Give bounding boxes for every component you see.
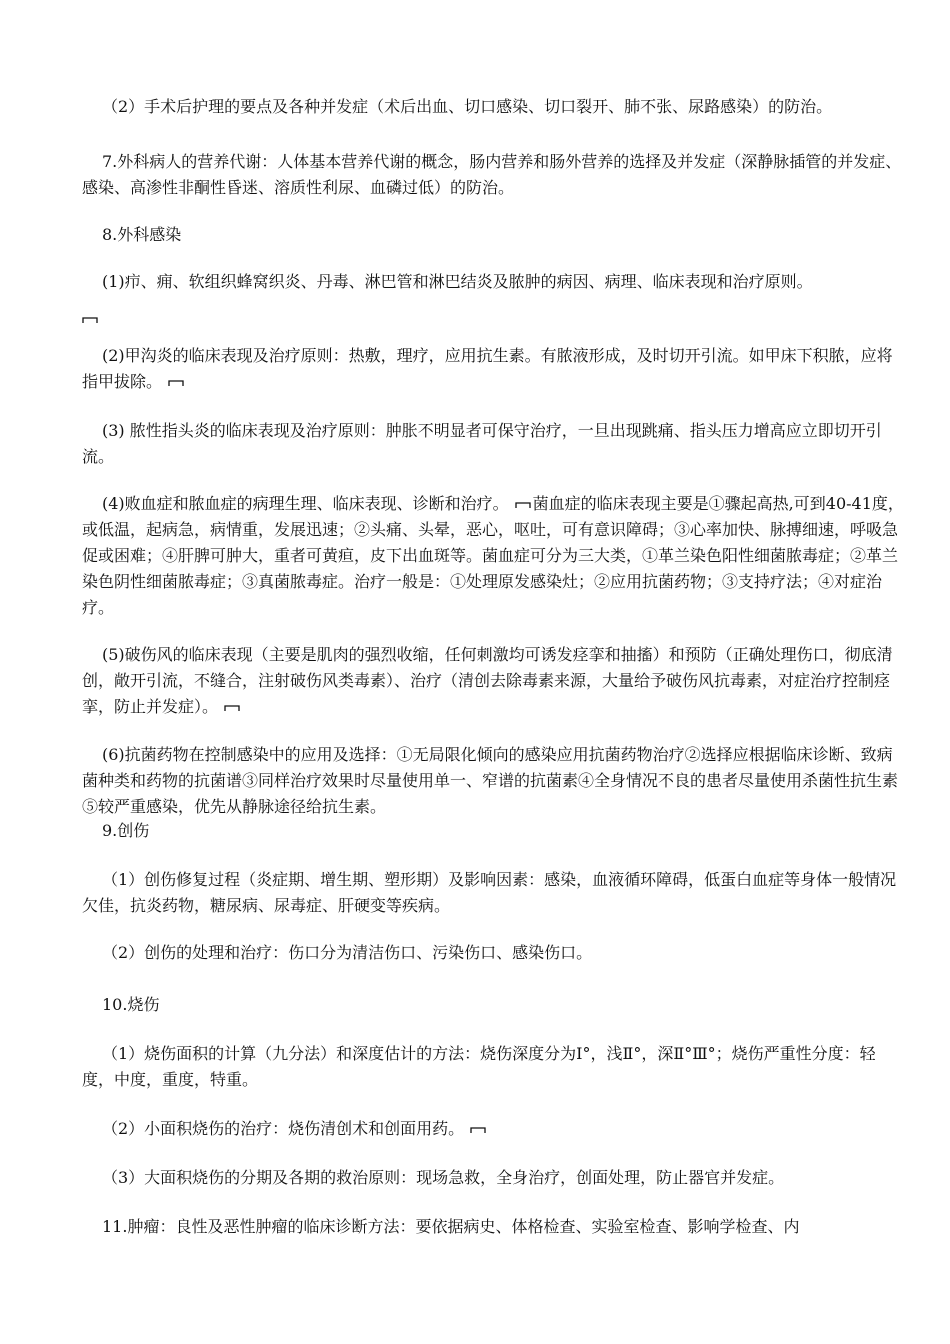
bracket-mark-icon: [168, 379, 184, 387]
paragraph-wound-repair: （1）创伤修复过程（炎症期、增生期、塑形期）及影响因素：感染，血液循环障碍，低蛋白血症等身体一般情况欠佳，抗炎药物，糖尿病、尿毒症、肝硬变等疾病。: [82, 870, 897, 915]
paragraph-tumor: 11.肿瘤：良性及恶性肿瘤的临床诊断方法：要依据病史、体格检查、实验室检查、影响学检查、内: [102, 1217, 800, 1236]
paragraph-tetanus-text: (5)破伤风的临床表现（主要是肌肉的强烈收缩，任何刺激均可诱发痉挛和抽搐）和预防（正确处理伤口，彻底清创，敞开引流，不缝合，注射破伤风类毒素）、治疗（清创去除毒素来源，大量给予破伤风抗毒素，对症治疗控制痉挛，防止并发症）。: [82, 645, 893, 716]
paragraph-sepsis-intro: (4)败血症和脓血症的病理生理、临床表现、诊断和治疗。: [102, 494, 509, 513]
bracket-mark-icon: [82, 306, 98, 332]
paragraph-small-burn-text: （2）小面积烧伤的治疗：烧伤清创术和创面用药。: [102, 1119, 465, 1138]
paragraph-nutrition: 7.外科病人的营养代谢：人体基本营养代谢的概念，肠内营养和肠外营养的选择及并发症（深静脉插管的并发症、感染、高渗性非酮性昏迷、溶质性利尿、血磷过低）的防治。: [82, 152, 902, 197]
section-heading-burns: 10.烧伤: [102, 995, 160, 1014]
paragraph-postop-care: （2）手术后护理的要点及各种并发症（术后出血、切口感染、切口裂开、肺不张、尿路感染）的防治。: [102, 97, 833, 116]
section-heading-surgical-infection: 8.外科感染: [102, 225, 182, 244]
paragraph-wound-treatment: （2）创伤的处理和治疗：伤口分为清洁伤口、污染伤口、感染伤口。: [102, 943, 593, 962]
paragraph-felon: (3) 脓性指头炎的临床表现及治疗原则：肿胀不明显者可保守治疗，一旦出现跳痛、指头压力增高应立即切开引流。: [82, 421, 882, 466]
paragraph-tetanus: [82, 642, 904, 720]
paragraph-burn-area: （1）烧伤面积的计算（九分法）和深度估计的方法：烧伤深度分为Ⅰ°，浅Ⅱ°，深Ⅱ°Ⅲ°；烧伤严重性分度：轻度，中度，重度，特重。: [82, 1044, 876, 1089]
paragraph-infection-1: (1)疖、痈、软组织蜂窝织炎、丹毒、淋巴管和淋巴结炎及脓肿的病因、病理、临床表现和治疗原则。: [102, 272, 813, 291]
paragraph-sepsis-body: 菌血症的临床表现主要是①骤起高热,可到40-41度，或低温，起病急，病情重，发展迅速；②头痛、头晕，恶心，呕吐，可有意识障碍；③心率加快、脉搏细速，呼吸急促或困难；④肝脾可肿大，重者可黄疸，皮下出血斑等。菌血症可分为三大类，①革兰染色阳性细菌脓毒症；②革兰染色阴性细菌脓毒症；③真菌脓毒症。治疗一般是：①处理原发感染灶；②应用抗菌药物；③支持疗法；④对症治疗。: [82, 494, 904, 617]
paragraph-paronychia-text: (2)甲沟炎的临床表现及治疗原则：热敷，理疗，应用抗生素。有脓液形成，及时切开引流。如甲床下积脓，应将指甲拔除。: [82, 346, 893, 391]
paragraph-paronychia: [82, 343, 904, 395]
paragraph-antibiotics: (6)抗菌药物在控制感染中的应用及选择：①无局限化倾向的感染应用抗菌药物治疗②选择应根据临床诊断、致病菌种类和药物的抗菌谱③同样治疗效果时尽量使用单一、窄谱的抗菌素④全身情况不良的患者尽量使用杀菌性抗生素⑤较严重感染，优先从静脉途径给抗生素。: [82, 745, 899, 816]
bracket-mark-icon: [224, 704, 240, 712]
paragraph-sepsis: [82, 491, 904, 621]
paragraph-small-burn: [82, 1116, 904, 1142]
section-heading-trauma: 9.创伤: [102, 821, 150, 840]
paragraph-large-burn: （3）大面积烧伤的分期及各期的救治原则：现场急救，全身治疗，创面处理，防止器官并发症。: [102, 1168, 785, 1187]
bracket-mark-icon: [515, 501, 531, 509]
bracket-mark-icon: [470, 1126, 486, 1134]
